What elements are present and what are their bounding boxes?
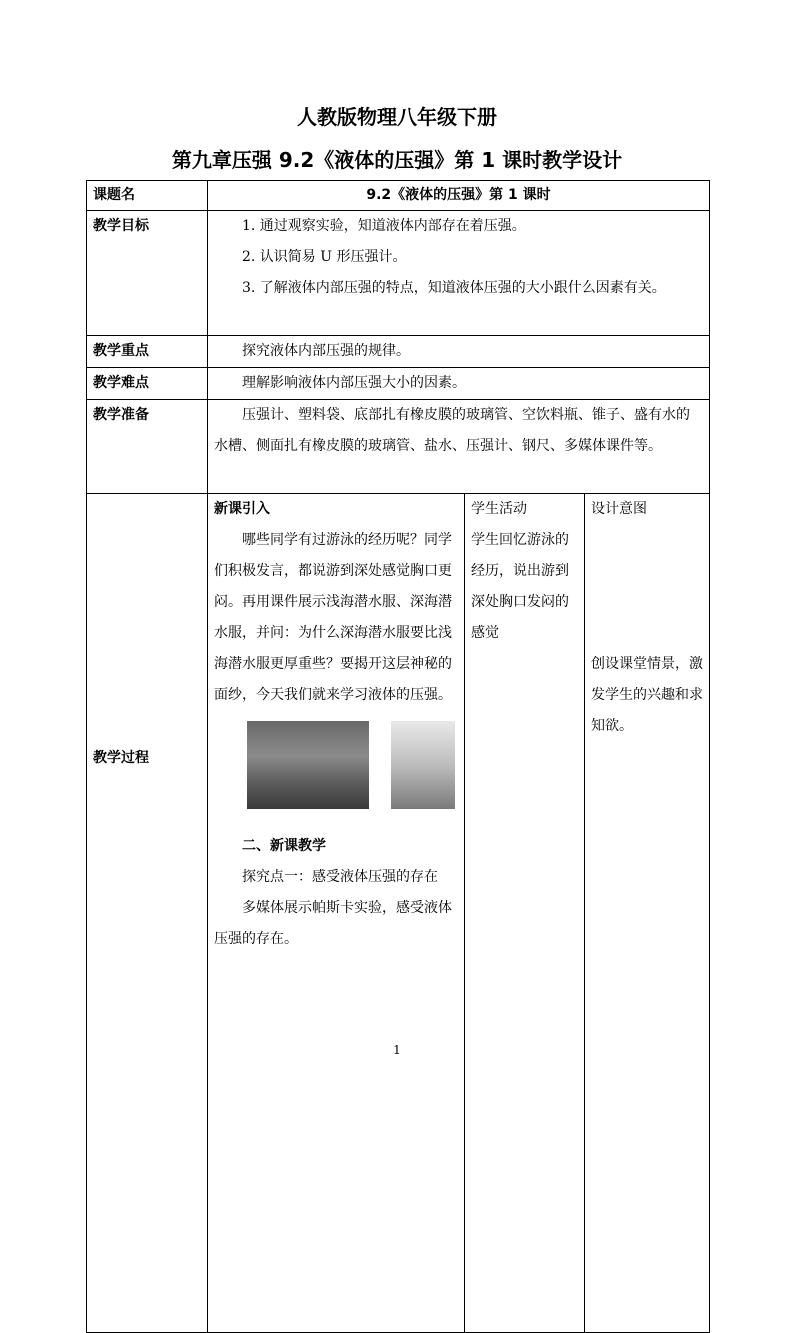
student-activity-cell (465, 494, 585, 1333)
lesson-plan-table (86, 180, 710, 1333)
intro-text: 哪些同学有过游泳的经历呢？同学们积极发言，都说游到深处感觉胸口更闷。再用课件展示浅海潜水服、深海潜水服，并问：为什么深海潜水服要比浅海潜水服更厚重些？要揭开这层神秘的面纱，今天我们就来学习液体的压强。 (214, 532, 452, 703)
explore1-heading: 探究点一：感受液体压强的存在 (242, 869, 438, 885)
prep-value: 压强计、塑料袋、底部扎有橡皮膜的玻璃管、空饮料瓶、锥子、盛有水的水槽、侧面扎有橡皮膜的玻璃管、盐水、压强计、钢尺、多媒体课件等。 (214, 407, 690, 454)
focus-cell (208, 336, 710, 368)
goals-label: 教学目标 (87, 211, 208, 336)
document-subtitle: 第九章压强 9.2《液体的压强》第 1 课时教学设计 (171, 148, 623, 172)
difficulty-value: 理解影响液体内部压强大小的因素。 (242, 375, 466, 391)
goal-item: 3. 了解液体内部压强的特点，知道液体压强的大小跟什么因素有关。 (242, 280, 666, 296)
goals-row (87, 211, 710, 336)
deep-diving-suit-photo (391, 721, 455, 809)
focus-row (87, 336, 710, 368)
process-row (87, 494, 710, 1333)
design-heading: 设计意图 (591, 501, 647, 517)
process-label: 教学过程 (87, 494, 208, 1333)
explore1-text: 多媒体展示帕斯卡实验，感受液体压强的存在。 (214, 900, 452, 947)
topic-row (87, 181, 710, 211)
difficulty-cell (208, 368, 710, 400)
intro-heading: 新课引入 (214, 501, 270, 517)
focus-value: 探究液体内部压强的规律。 (242, 343, 410, 359)
focus-label: 教学重点 (87, 336, 208, 368)
difficulty-label: 教学难点 (87, 368, 208, 400)
design-intent-cell (585, 494, 710, 1333)
student-text: 学生回忆游泳的经历，说出游到深处胸口发闷的感觉 (471, 532, 569, 641)
page-number: 1 (393, 1043, 401, 1057)
document-title: 人教版物理八年级下册 (297, 105, 497, 129)
prep-cell (208, 400, 710, 494)
goals-cell (208, 211, 710, 336)
student-heading: 学生活动 (471, 501, 527, 517)
prep-row (87, 400, 710, 494)
goal-item: 2. 认识简易 U 形压强计。 (242, 249, 407, 265)
topic-value: 9.2《液体的压强》第 1 课时 (208, 181, 710, 211)
difficulty-row (87, 368, 710, 400)
section2-heading: 二、新课教学 (242, 838, 326, 854)
prep-label: 教学准备 (87, 400, 208, 494)
process-main-cell (208, 494, 465, 1333)
diving-photos (214, 721, 458, 813)
shallow-diving-photo (247, 721, 369, 809)
topic-label: 课题名 (87, 181, 208, 211)
design-text: 创设课堂情景，激发学生的兴趣和求知欲。 (591, 656, 703, 734)
goal-item: 1. 通过观察实验，知道液体内部存在着压强。 (242, 218, 526, 234)
